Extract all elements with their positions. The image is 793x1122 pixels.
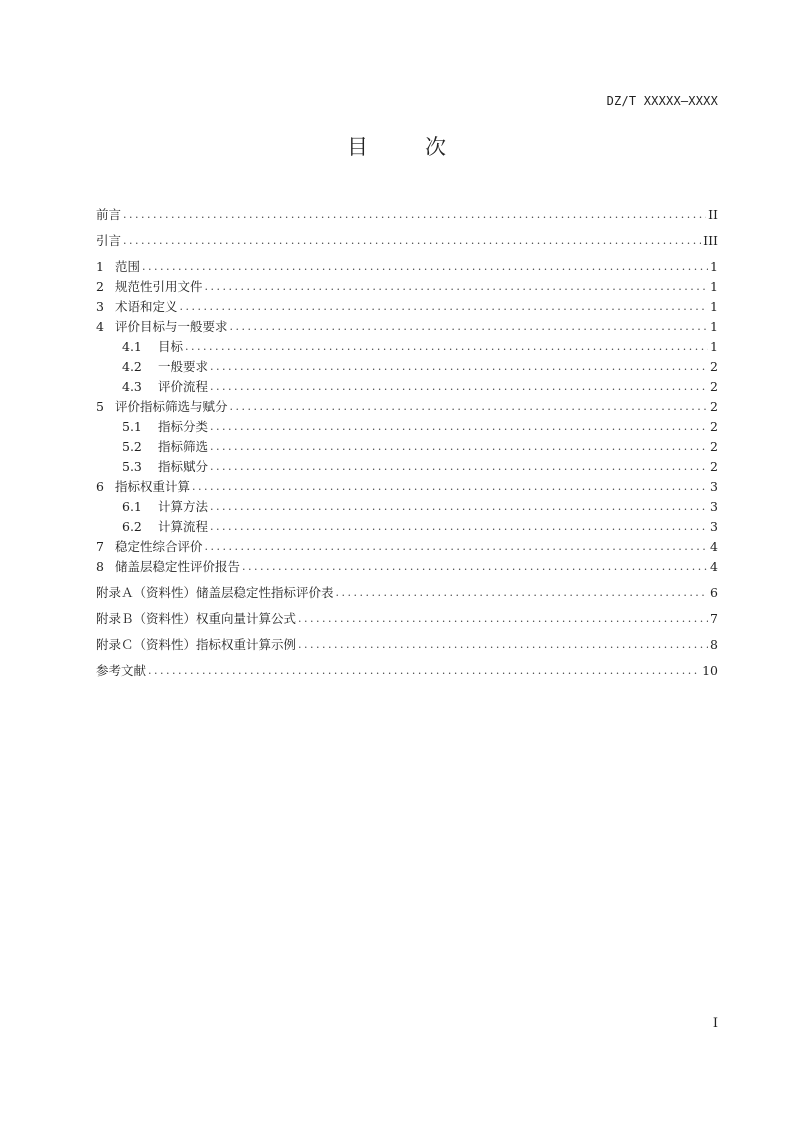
toc-entry[interactable] — [96, 397, 718, 417]
toc-entry-number: 4 — [96, 319, 104, 334]
toc-entry-page: 2 — [710, 399, 718, 414]
toc-entry-page: 10 — [702, 663, 718, 678]
toc-entry-page: II — [708, 207, 718, 222]
toc-entry-label: 指标筛选 — [158, 439, 209, 454]
toc-leader-dots — [210, 357, 708, 377]
standard-code: DZ/T XXXXX—XXXX — [606, 94, 718, 108]
toc-leader-dots — [148, 661, 700, 681]
toc-entry-page: 7 — [710, 611, 718, 626]
toc-entry-label: 附录Ｂ（资料性）权重向量计算公式 — [96, 611, 297, 626]
toc-entry-label: 术语和定义 — [115, 299, 178, 314]
toc-entry-page: 4 — [710, 539, 718, 554]
toc-entry[interactable] — [96, 231, 718, 251]
toc-entry[interactable] — [96, 635, 718, 655]
toc-entry-page: 2 — [710, 359, 718, 374]
toc-entry-page: 6 — [710, 585, 718, 600]
toc-entry[interactable] — [96, 277, 718, 297]
toc-entry-number: 2 — [96, 279, 104, 294]
toc-entry[interactable] — [96, 257, 718, 277]
toc-leader-dots — [123, 205, 706, 225]
toc-entry[interactable] — [96, 497, 718, 517]
toc-entry-page: 2 — [710, 379, 718, 394]
toc-entry-page: 1 — [710, 319, 718, 334]
table-of-contents — [96, 205, 718, 681]
toc-entry-number: 1 — [96, 259, 104, 274]
toc-entry-label: 目标 — [158, 339, 184, 354]
toc-entry[interactable] — [96, 661, 718, 681]
toc-entry-page: 3 — [710, 519, 718, 534]
toc-entry-number: 6.1 — [122, 499, 142, 514]
toc-leader-dots — [210, 497, 708, 517]
toc-entry-number: 4.1 — [122, 339, 142, 354]
toc-leader-dots — [142, 257, 708, 277]
toc-entry-page: 3 — [710, 499, 718, 514]
toc-entry-label: 指标赋分 — [158, 459, 209, 474]
toc-entry-page: 2 — [710, 459, 718, 474]
toc-entry[interactable] — [96, 297, 718, 317]
toc-leader-dots — [185, 337, 708, 357]
toc-leader-dots — [230, 397, 708, 417]
toc-entry-number: 3 — [96, 299, 104, 314]
toc-entry[interactable] — [96, 357, 718, 377]
toc-entry-label: 引言 — [96, 233, 122, 248]
toc-entry[interactable] — [96, 337, 718, 357]
toc-entry-number: 5.2 — [122, 439, 142, 454]
toc-leader-dots — [210, 517, 708, 537]
toc-entry-page: III — [703, 233, 718, 248]
toc-entry-page: 8 — [710, 637, 718, 652]
toc-entry-page: 1 — [710, 299, 718, 314]
toc-entry-label: 计算方法 — [158, 499, 209, 514]
toc-entry-page: 1 — [710, 259, 718, 274]
toc-entry-page: 1 — [710, 279, 718, 294]
toc-entry[interactable] — [96, 537, 718, 557]
toc-entry-label: 评价目标与一般要求 — [115, 319, 228, 334]
toc-entry-number: 5 — [96, 399, 104, 414]
toc-entry-number: 8 — [96, 559, 104, 574]
toc-entry-label: 指标权重计算 — [115, 479, 191, 494]
toc-leader-dots — [180, 297, 708, 317]
toc-entry-page: 3 — [710, 479, 718, 494]
toc-leader-dots — [210, 377, 708, 397]
toc-entry[interactable] — [96, 517, 718, 537]
toc-entry-label: 评价流程 — [158, 379, 209, 394]
toc-leader-dots — [210, 457, 708, 477]
toc-leader-dots — [298, 635, 708, 655]
toc-entry-label: 稳定性综合评价 — [115, 539, 203, 554]
toc-leader-dots — [210, 437, 708, 457]
toc-entry[interactable] — [96, 437, 718, 457]
toc-entry[interactable] — [96, 417, 718, 437]
toc-entry-number: 5.3 — [122, 459, 142, 474]
toc-entry-number: 6.2 — [122, 519, 142, 534]
toc-entry-label: 评价指标筛选与赋分 — [115, 399, 228, 414]
toc-leader-dots — [205, 537, 708, 557]
toc-entry-number: 4.2 — [122, 359, 142, 374]
toc-leader-dots — [242, 557, 708, 577]
toc-entry-label: 储盖层稳定性评价报告 — [115, 559, 241, 574]
toc-entry-label: 前言 — [96, 207, 122, 222]
toc-entry-label: 规范性引用文件 — [115, 279, 203, 294]
toc-entry-number: 6 — [96, 479, 104, 494]
toc-entry-page: 4 — [710, 559, 718, 574]
toc-leader-dots — [192, 477, 708, 497]
page-title: 目 次 — [347, 135, 464, 159]
toc-entry-number: 4.3 — [122, 379, 142, 394]
toc-leader-dots — [123, 231, 701, 251]
toc-entry-page: 2 — [710, 419, 718, 434]
toc-leader-dots — [205, 277, 708, 297]
toc-entry[interactable] — [96, 557, 718, 577]
toc-entry-page: 1 — [710, 339, 718, 354]
toc-entry[interactable] — [96, 457, 718, 477]
toc-entry-number: 5.1 — [122, 419, 142, 434]
toc-entry[interactable] — [96, 583, 718, 603]
toc-entry[interactable] — [96, 205, 718, 225]
toc-entry[interactable] — [96, 609, 718, 629]
toc-entry-label: 计算流程 — [158, 519, 209, 534]
toc-entry-label: 附录Ａ（资料性）储盖层稳定性指标评价表 — [96, 585, 334, 600]
toc-entry-page: 2 — [710, 439, 718, 454]
page-number: I — [712, 1016, 718, 1031]
toc-entry[interactable] — [96, 317, 718, 337]
toc-entry-number: 7 — [96, 539, 104, 554]
toc-leader-dots — [230, 317, 708, 337]
toc-entry[interactable] — [96, 377, 718, 397]
toc-entry[interactable] — [96, 477, 718, 497]
toc-leader-dots — [336, 583, 708, 603]
toc-entry-label: 范围 — [115, 259, 141, 274]
toc-entry-label: 指标分类 — [158, 419, 209, 434]
toc-entry-label: 参考文献 — [96, 663, 147, 678]
toc-entry-label: 一般要求 — [158, 359, 209, 374]
toc-leader-dots — [210, 417, 708, 437]
toc-leader-dots — [298, 609, 708, 629]
toc-entry-label: 附录Ｃ（资料性）指标权重计算示例 — [96, 637, 297, 652]
